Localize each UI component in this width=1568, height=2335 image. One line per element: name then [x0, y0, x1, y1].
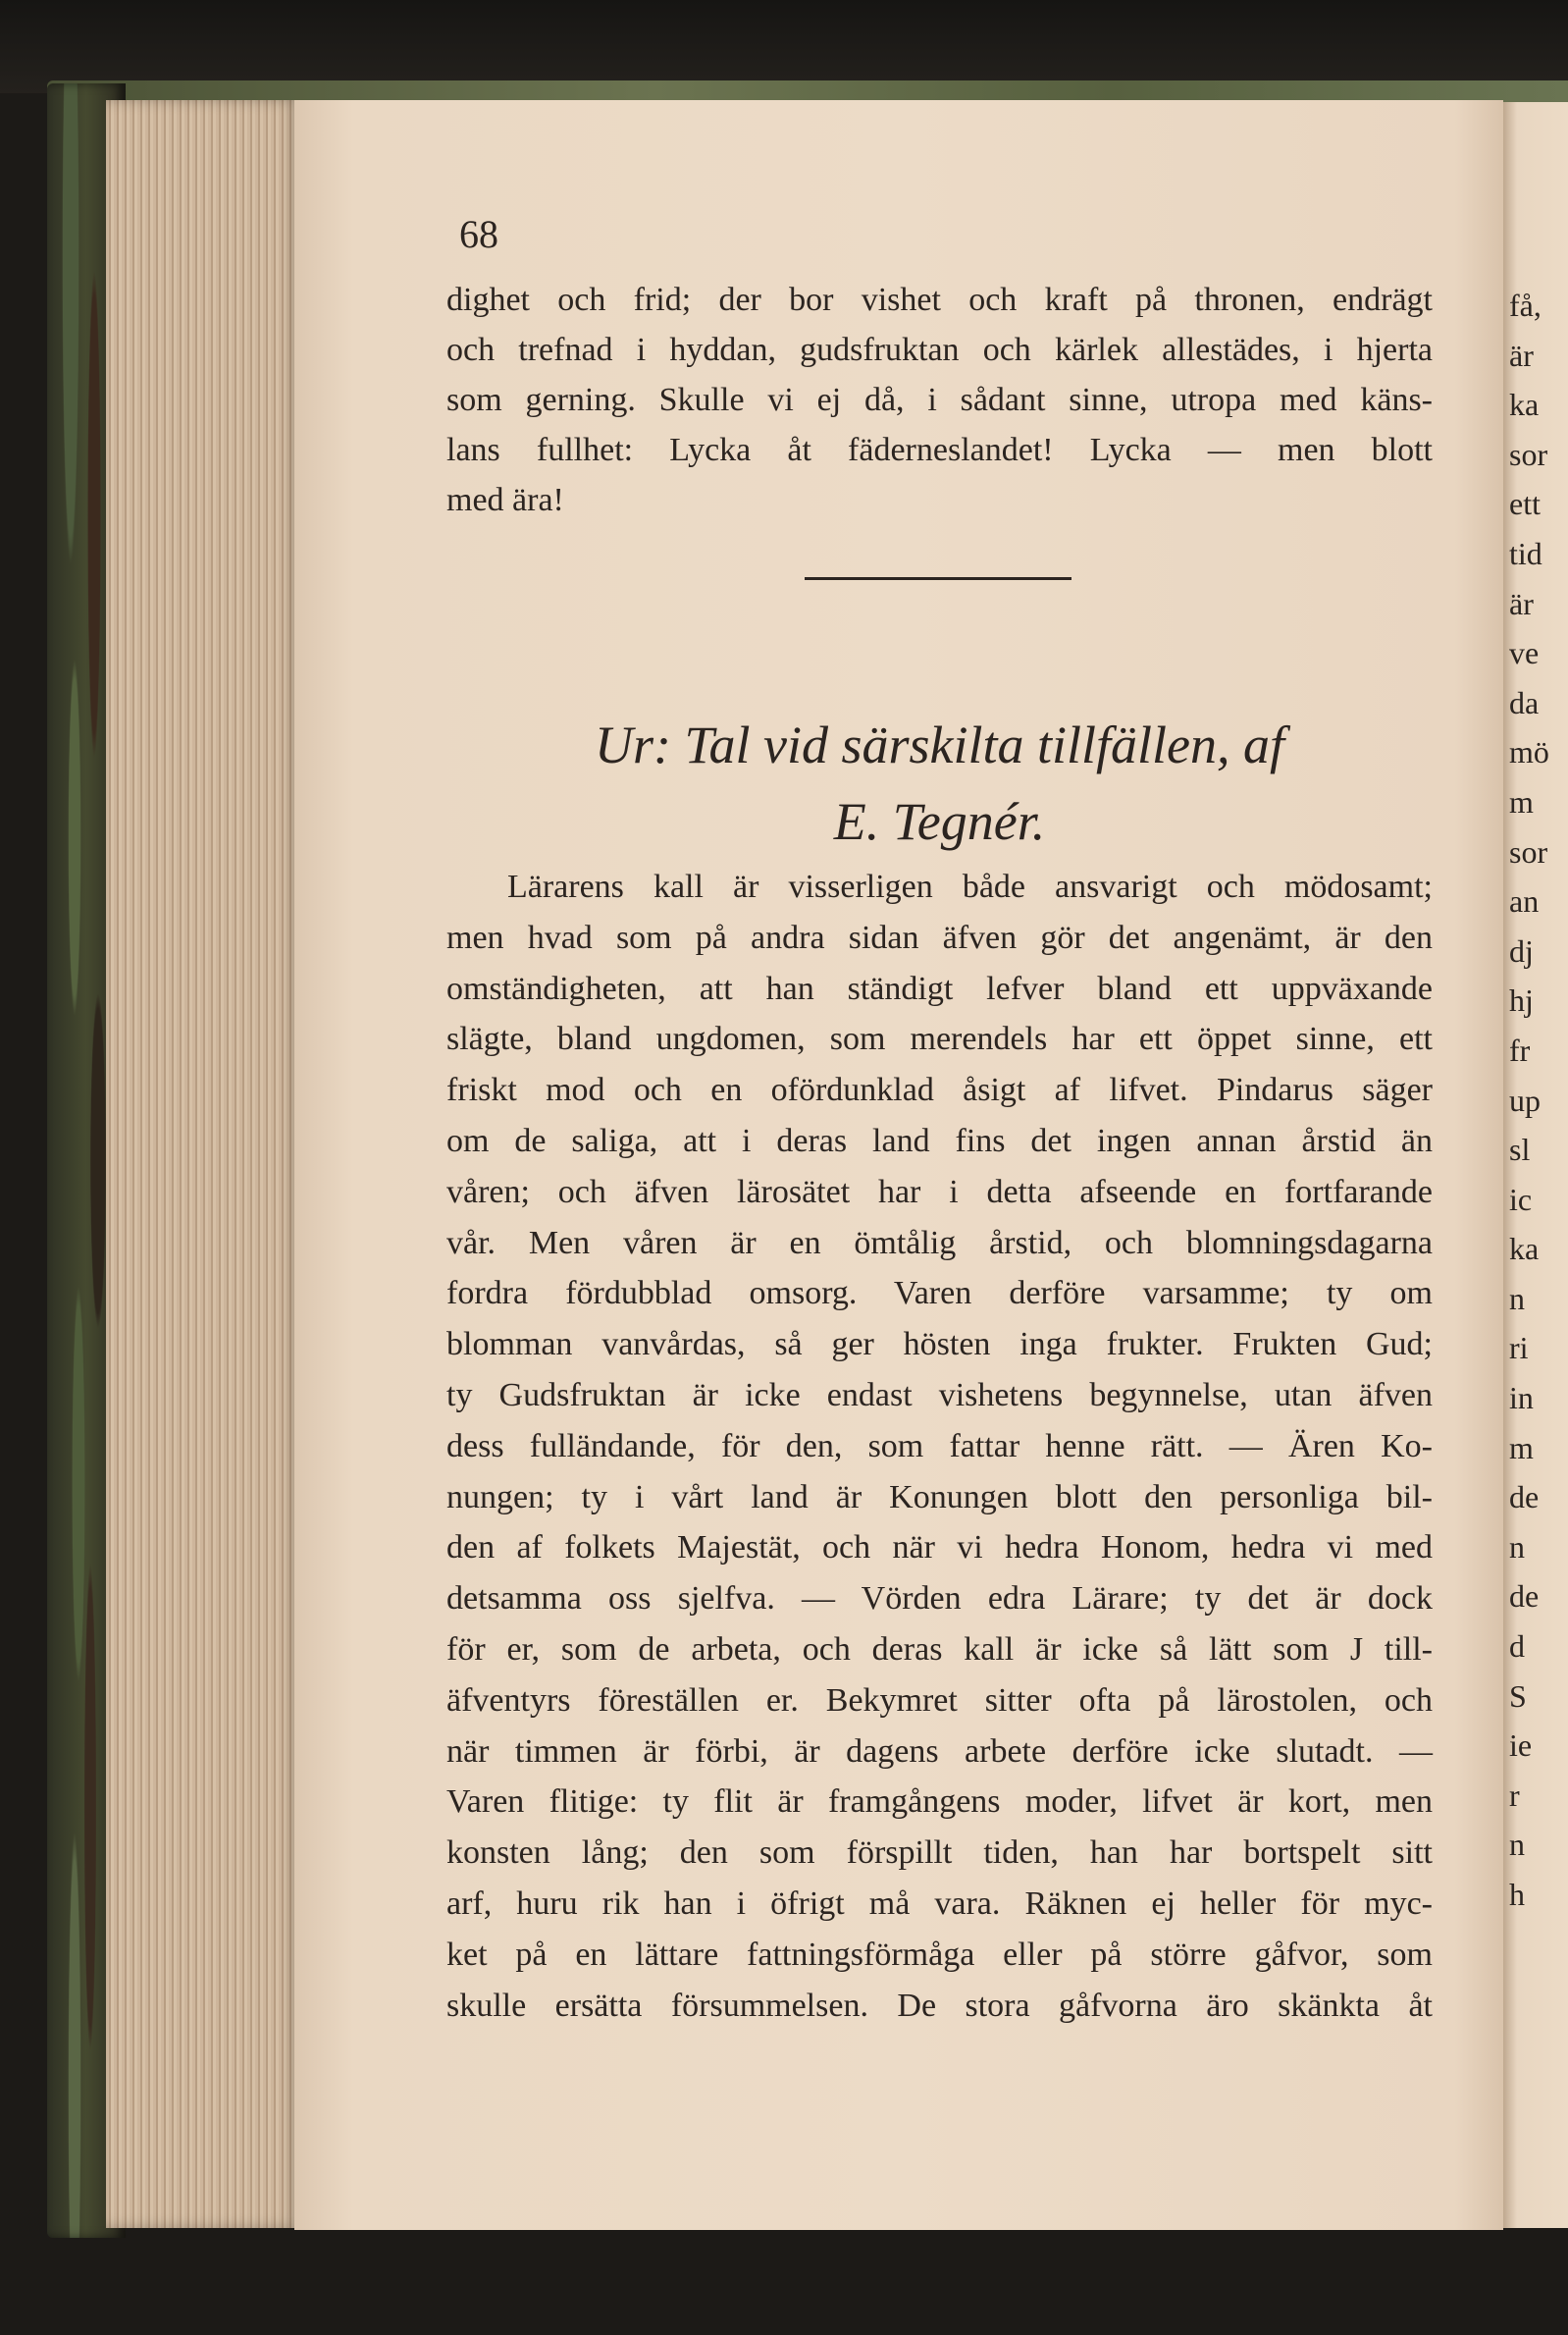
book-cover-top-edge [47, 80, 1568, 102]
facing-text-fragment: ka [1509, 387, 1540, 423]
facing-text-fragment: m [1509, 1429, 1534, 1465]
facing-text-fragment: m [1509, 783, 1534, 820]
facing-text-fragment: sor [1509, 436, 1548, 472]
page-edges [106, 100, 302, 2228]
text-line: detsamma oss sjelfva. — Vörden edra Lärare; ty det är dock [446, 1580, 1433, 1618]
facing-text-fragment: ie [1509, 1727, 1533, 1764]
facing-text-fragment: fr [1509, 1032, 1531, 1068]
facing-text-fragment: S [1509, 1677, 1527, 1714]
facing-text-fragment: n [1509, 1827, 1525, 1863]
text-line: äfventyrs föreställen er. Bekymret sitter ofta på lärostolen, och [446, 1681, 1433, 1719]
facing-text-fragment: up [1509, 1082, 1541, 1118]
facing-text-fragment: hj [1509, 982, 1534, 1019]
facing-text-fragment: tid [1509, 535, 1542, 571]
background-shadow [0, 0, 1568, 93]
facing-text-fragment: in [1509, 1380, 1534, 1416]
facing-page-text [1509, 281, 1549, 1920]
section-title: Ur: Tal vid särskilta tillfällen, af [594, 716, 1285, 774]
text-line: nungen; ty i vårt land är Konungen blott den personliga bil- [446, 1478, 1433, 1515]
text-line: fordra fördubblad omsorg. Varen derföre varsamme; ty om [446, 1275, 1433, 1312]
text-line: konsten lång; den som förspillt tiden, han har bortspelt sitt [446, 1834, 1433, 1872]
facing-text-fragment: mö [1509, 734, 1549, 770]
facing-text-fragment: ve [1509, 635, 1540, 671]
text-line: arf, huru rik han i öfrigt må vara. Räknen ej heller för myc- [446, 1884, 1433, 1922]
text-line: med ära! [446, 482, 564, 518]
text-line: när timmen är förbi, är dagens arbete derföre icke slutadt. — [446, 1732, 1433, 1770]
book-page [294, 100, 1503, 2230]
facing-text-fragment: ic [1509, 1181, 1533, 1217]
text-line: omständigheten, att han ständigt lefver bland ett uppväxande [446, 970, 1433, 1007]
text-line: lans fullhet: Lycka åt fäderneslandet! Lycka — men blott [446, 432, 1433, 468]
text-line: Lärarens kall är visserligen både ansvarigt och mödosamt; [507, 869, 1433, 905]
text-line: men hvad som på andra sidan äfven gör det angenämt, är den [446, 919, 1433, 956]
facing-text-fragment: n [1509, 1528, 1525, 1565]
section-title-author: E. Tegnér. [833, 792, 1046, 851]
facing-text-fragment: de [1509, 1479, 1540, 1515]
facing-text-fragment: de [1509, 1578, 1540, 1615]
text-line: slägte, bland ungdomen, som merendels har ett öppet sinne, ett [446, 1021, 1433, 1058]
facing-text-fragment: ett [1509, 486, 1541, 522]
text-line: dess fulländande, för den, som fattar henne rätt. — Ären Ko- [446, 1427, 1433, 1464]
body-paragraph [446, 862, 1433, 2031]
facing-text-fragment: r [1509, 1777, 1520, 1813]
text-line: skulle ersätta försummelsen. De stora gåfvorna äro skänkta åt [446, 1987, 1433, 2024]
facing-text-fragment: d [1509, 1628, 1525, 1665]
text-line: för er, som de arbeta, och deras kall är icke så lätt som J till- [446, 1630, 1433, 1668]
facing-text-fragment: h [1509, 1877, 1525, 1912]
opening-paragraph [446, 275, 1433, 525]
text-line: dighet och frid; der bor vishet och kraft på thronen, endrägt [446, 282, 1433, 318]
facing-text-fragment: få, [1509, 288, 1542, 323]
text-line: ket på en lättare fattningsförmåga eller på större gåfvor, som [446, 1936, 1433, 1973]
text-line: och trefnad i hyddan, gudsfruktan och kärlek allestädes, i hjerta [446, 332, 1433, 368]
facing-text-fragment: är [1509, 585, 1534, 621]
facing-text-fragment: n [1509, 1280, 1525, 1316]
page-number: 68 [459, 212, 498, 256]
facing-text-fragment: ka [1509, 1231, 1540, 1267]
text-line: om de saliga, att i deras land fins det ingen annan årstid än [446, 1122, 1433, 1159]
facing-text-fragment: sor [1509, 833, 1548, 870]
facing-text-fragment: an [1509, 883, 1540, 920]
facing-page-edge [1503, 102, 1568, 2228]
section-divider [805, 577, 1071, 580]
text-line: som gerning. Skulle vi ej då, i sådant sinne, utropa med käns- [446, 382, 1433, 418]
facing-text-fragment: sl [1509, 1132, 1531, 1168]
text-line: våren; och äfven lärosätet har i detta afseende en fortfarande [446, 1173, 1433, 1210]
facing-text-fragment: dj [1509, 932, 1534, 969]
text-line: den af folkets Majestät, och när vi hedra Honom, hedra vi med [446, 1529, 1433, 1566]
facing-text-fragment: är [1509, 337, 1534, 373]
text-line: vår. Men våren är en ömtålig årstid, och blomningsdagarna [446, 1224, 1433, 1261]
text-line: friskt mod och en ofördunklad åsigt af lifvet. Pindarus säger [446, 1072, 1433, 1109]
text-line: ty Gudsfruktan är icke endast vishetens begynnelse, utan äfven [446, 1376, 1433, 1413]
text-line: blomman vanvårdas, så ger hösten inga frukter. Frukten Gud; [446, 1326, 1433, 1363]
facing-text-fragment: da [1509, 684, 1540, 720]
text-line: Varen flitige: ty flit är framgångens moder, lifvet är kort, men [446, 1783, 1433, 1821]
facing-text-fragment: ri [1509, 1330, 1529, 1366]
